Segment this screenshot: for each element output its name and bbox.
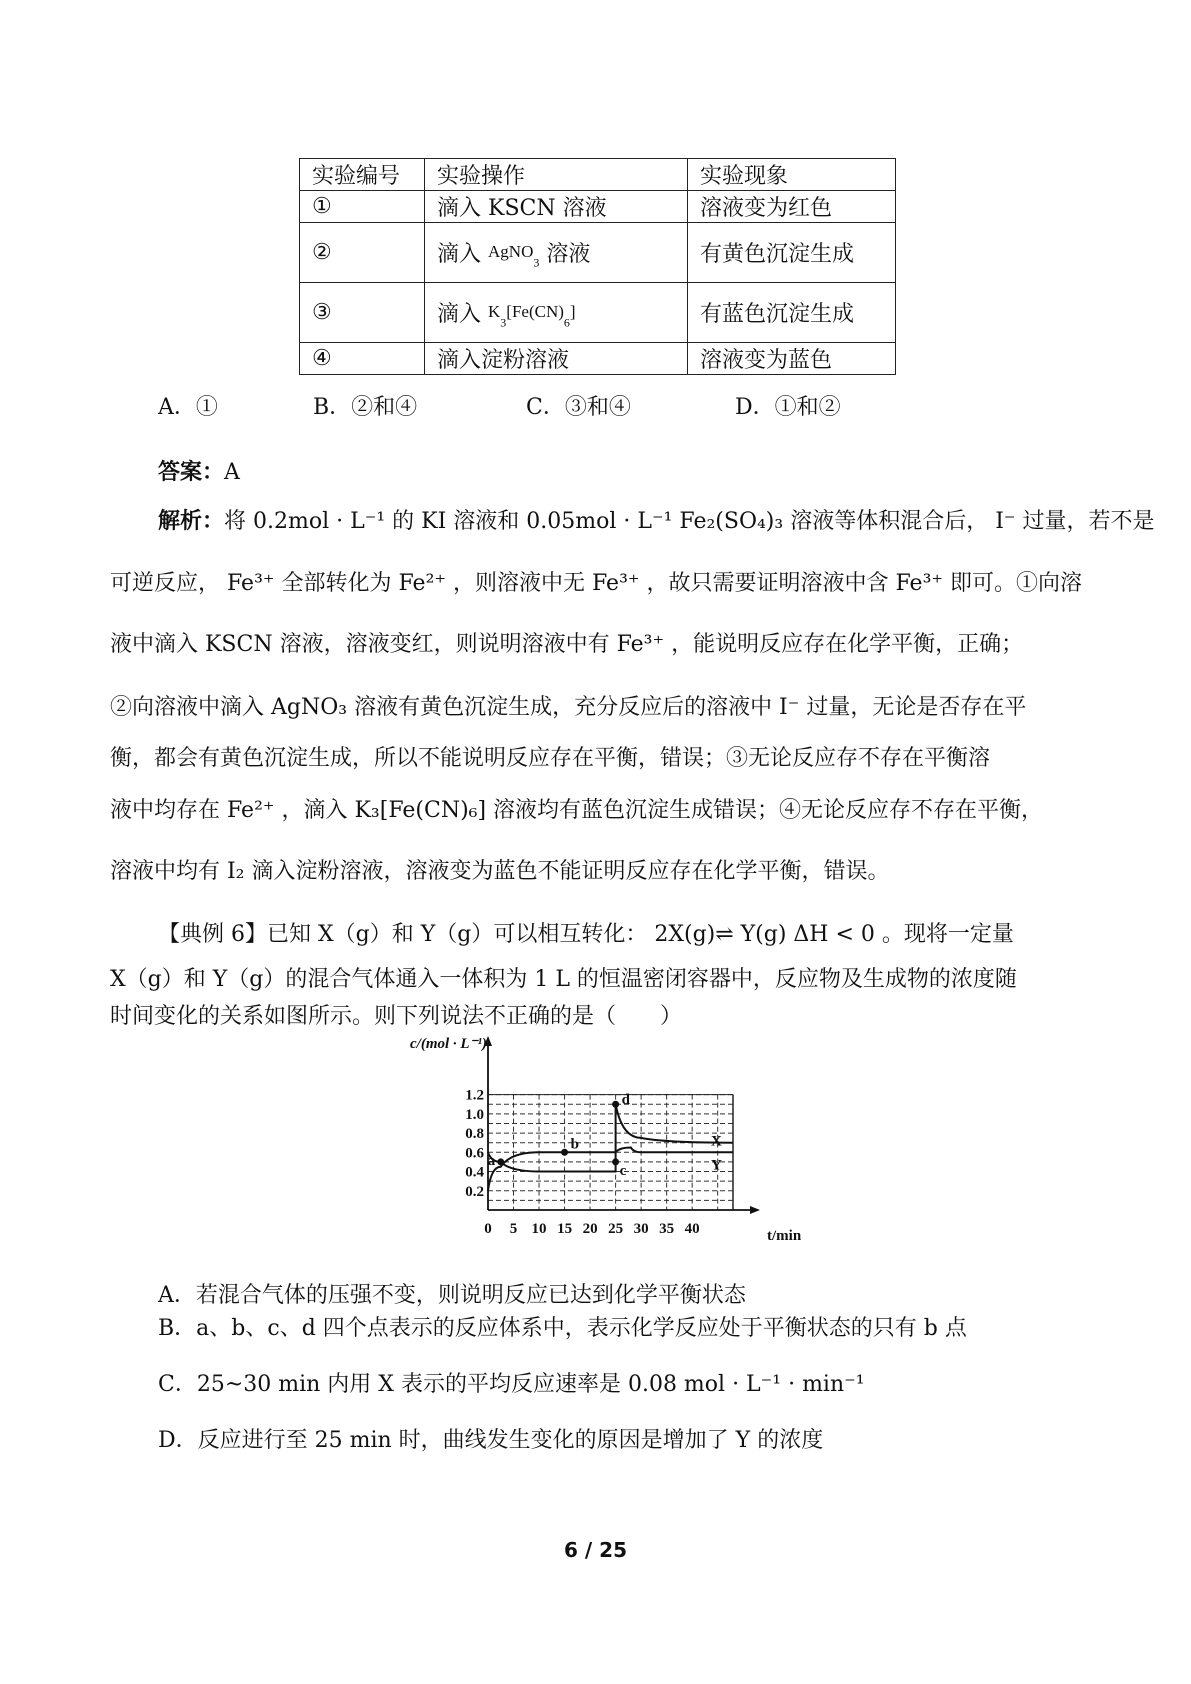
point-label-a: a — [487, 1152, 496, 1169]
x-tick-label: 5 — [509, 1221, 518, 1237]
table-cell: 有蓝色沉淀生成 — [688, 283, 896, 343]
x-axis-arrow — [750, 1206, 760, 1214]
y-tick-label: 0.6 — [465, 1145, 484, 1162]
table-cell: 溶液变为红色 — [688, 191, 896, 223]
y-axis-label: c/(mol · L⁻¹) — [410, 1036, 487, 1052]
option-a: A．① — [158, 395, 218, 420]
analysis-line-1: 解析：将 0.2mol · L⁻¹ 的 KI 溶液和 0.05mol · L⁻¹ Fe₂(SO₄)₃ 溶液等体积混合后， I⁻ 过量，若不是 — [158, 508, 1155, 534]
y-tick-label: 0.2 — [465, 1183, 484, 1200]
y-tick-label: 1.0 — [465, 1106, 484, 1123]
table-row — [300, 283, 896, 343]
analysis-line-4: ②向溶液中滴入 AgNO₃ 溶液有黄色沉淀生成，充分反应后的溶液中 I⁻ 过量，无论是否存在平 — [110, 695, 1027, 720]
x-tick-label: 15 — [557, 1221, 573, 1237]
y-tick-label: 0.8 — [465, 1126, 484, 1143]
answer-value: A — [224, 460, 240, 485]
x-tick-label: 35 — [659, 1221, 675, 1237]
choice-a: A．若混合气体的压强不变，则说明反应已达到化学平衡状态 — [158, 1283, 746, 1308]
table-cell: 有黄色沉淀生成 — [688, 223, 896, 283]
table-row — [300, 223, 896, 283]
point-label-d: d — [621, 1092, 630, 1109]
page-number: 6 / 25 — [564, 1538, 627, 1562]
point-b — [561, 1149, 568, 1156]
x-tick-label: 25 — [608, 1221, 624, 1237]
point-d — [612, 1101, 619, 1108]
x-axis-label: t/min — [767, 1228, 802, 1244]
table-header: 实验操作 — [425, 159, 688, 191]
series-line-y — [488, 1148, 733, 1191]
example-line-3: 时间变化的关系如图所示。则下列说法不正确的是（ ） — [110, 1004, 683, 1029]
table-cell: 溶液变为蓝色 — [688, 343, 896, 375]
point-label-c: c — [619, 1162, 627, 1179]
table-header: 实验现象 — [688, 159, 896, 191]
analysis-line-6: 液中均存在 Fe²⁺ ，滴入 K₃[Fe(CN)₆] 溶液均有蓝色沉淀生成错误；④无论反应存不存在平衡， — [110, 798, 1044, 823]
analysis-line-2: 可逆反应， Fe³⁺ 全部转化为 Fe²⁺ ，则溶液中无 Fe³⁺ ，故只需要证明溶液中含 Fe³⁺ 即可。①向溶 — [110, 571, 1082, 596]
x-tick-label: 10 — [531, 1221, 547, 1237]
answer-label: 答案： — [158, 459, 225, 485]
series-label-x: X — [711, 1133, 722, 1150]
table-row — [300, 191, 896, 223]
y-tick-label: 1.2 — [465, 1087, 484, 1104]
option-d: D．①和② — [735, 395, 841, 420]
table-cell: 滴入 $K_3[Fe(CN)_6]$ — [425, 283, 688, 343]
answer — [158, 455, 240, 486]
table-cell: ② — [300, 223, 425, 283]
choice-d: D．反应进行至 25 min 时，曲线发生变化的原因是增加了 Y 的浓度 — [158, 1428, 824, 1453]
point-label-b: b — [570, 1136, 579, 1153]
option-b: B．②和④ — [313, 395, 418, 420]
choice-b: B．a、b、c、d 四个点表示的反应体系中，表示化学反应处于平衡状态的只有 b 点 — [158, 1316, 967, 1341]
analysis-line-3: 液中滴入 KSCN 溶液，溶液变红，则说明溶液中有 Fe³⁺ ，能说明反应存在化学平衡，正确； — [110, 632, 1024, 657]
table-cell: ① — [300, 191, 425, 223]
table-cell: ③ — [300, 283, 425, 343]
x-tick-label: 20 — [582, 1221, 598, 1237]
table-cell: ④ — [300, 343, 425, 375]
x-tick-label: 40 — [684, 1221, 700, 1237]
table-cell: 滴入 AgNO$_3$ 溶液 — [425, 223, 688, 283]
experiment-table — [299, 158, 896, 375]
x-tick-label: 0 — [484, 1221, 492, 1237]
x-tick-label: 30 — [633, 1221, 649, 1237]
series-label-y: Y — [711, 1157, 722, 1174]
table-header: 实验编号 — [300, 159, 425, 191]
table-cell: 滴入 KSCN 溶液 — [425, 191, 688, 223]
concentration-chart — [410, 1030, 810, 1245]
analysis-line-7: 溶液中均有 I₂ 滴入淀粉溶液，溶液变为蓝色不能证明反应存在化学平衡，错误。 — [110, 859, 890, 884]
table-row — [300, 343, 896, 375]
point-a — [497, 1158, 504, 1165]
point-c — [612, 1158, 619, 1165]
table-cell: 滴入淀粉溶液 — [425, 343, 688, 375]
option-c: C．③和④ — [526, 395, 631, 420]
example-line-2: X（g）和 Y（g）的混合气体通入一体积为 1 L 的恒温密闭容器中，反应物及生成物的浓度随 — [110, 967, 1017, 992]
example-line-1: 【典例 6】已知 X（g）和 Y（g）可以相互转化： 2X(g)⇌ Y(g) ΔH < 0 。现将一定量 — [158, 922, 1014, 947]
y-tick-label: 0.4 — [465, 1164, 484, 1181]
choice-c: C．25~30 min 内用 X 表示的平均反应速率是 0.08 mol · L⁻¹ · min⁻¹ — [158, 1372, 865, 1397]
analysis-line-5: 衡，都会有黄色沉淀生成，所以不能说明反应存在平衡，错误；③无论反应存不存在平衡溶 — [110, 746, 991, 771]
analysis-label: 解析： — [158, 508, 225, 534]
